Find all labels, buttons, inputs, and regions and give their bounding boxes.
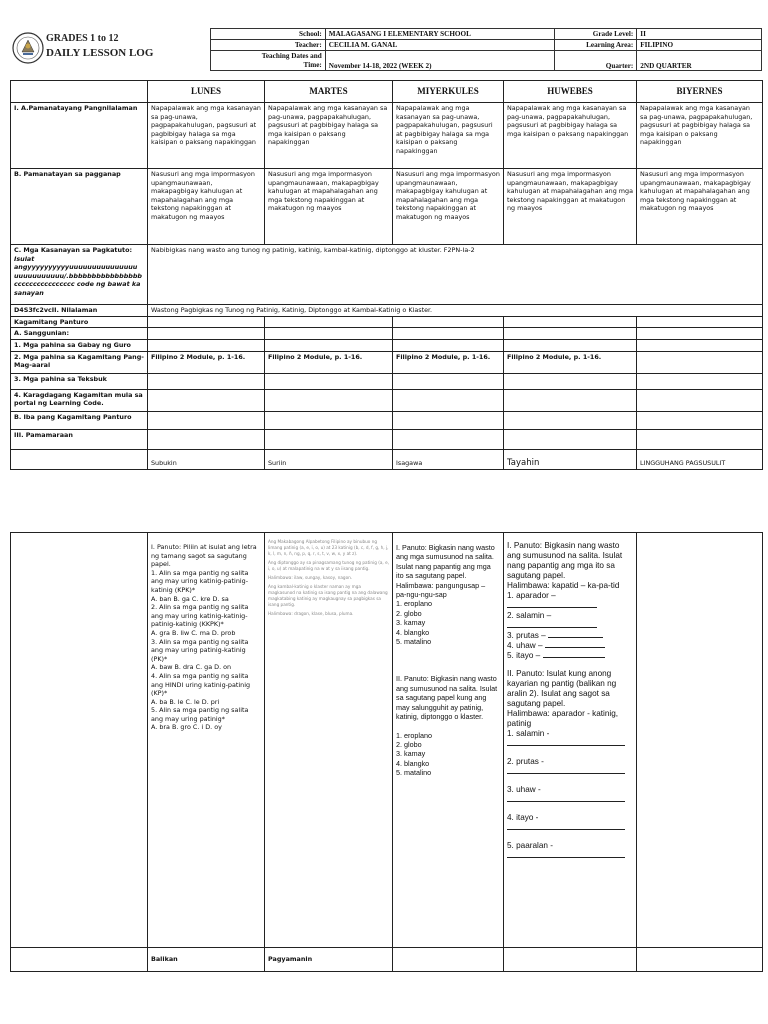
subukin-line: 5. Alin sa mga pantig ng salita ang may uring patinig* — [151, 706, 249, 723]
cell-lunes — [148, 316, 265, 328]
row-sanggunian — [11, 328, 763, 340]
answer-line — [507, 621, 597, 628]
tayahin-item: 4. itayo - — [507, 813, 539, 822]
day-lunes: LUNES — [148, 81, 265, 103]
cell-miyerkules — [393, 373, 504, 389]
dates-value: November 14-18, 2022 (WEEK 2) — [325, 51, 555, 71]
tayahin-text: 3. prutas – — [507, 631, 546, 640]
subukin-line: A. baw B. dra C. ga D. on — [151, 663, 232, 672]
cell-biyernes: Napapalawak ang mga kasanayan sa pag-unawa, pagpapakahulugan, pagsusuri at pagbibigay halaga sa mga kaisipan o paksang napakinggan — [637, 103, 763, 169]
tayahin-item — [507, 641, 633, 651]
cell-lunes — [148, 429, 265, 449]
step-suriin: Suriin — [265, 449, 393, 469]
dll-title — [46, 32, 153, 60]
cell-biyernes — [637, 316, 763, 328]
lesson-log-table — [10, 80, 763, 470]
school-label: School: — [211, 29, 326, 40]
tayahin-blank — [507, 795, 633, 805]
kasanayan-sub1: Isulat — [14, 254, 35, 263]
suriin-para: Ang Makabagong Alpabetong Filipino ay binubuo ng limang patinig (a, e, i, o, u) at 23 katinig (b, c, d, f, g, h, j, k, l, m, n, ñ, ng, p, q, r, s, t, v, w, x, y at z). — [268, 539, 389, 556]
cell-miyerkules — [393, 316, 504, 328]
isagawa-line: 4. blangko — [396, 758, 430, 768]
cell-huwebes — [504, 429, 637, 449]
subukin-line: 3. Alin sa mga pantig ng salita ang may uring patinig-katinig (PK)* — [151, 637, 249, 663]
step-subukin: Subukin — [148, 449, 265, 469]
tayahin-text: 5. itayo – — [507, 651, 541, 660]
row-kagamitang-pang-mag-aaral — [11, 351, 763, 373]
cell-miyerkules — [393, 411, 504, 429]
subukin-line: I. Panuto: Piliin at isulat ang letra ng tamang sagot sa sagutang papel. — [151, 543, 257, 569]
tayahin-blank — [507, 621, 633, 631]
info-table — [210, 28, 762, 71]
cell-biyernes — [637, 389, 763, 411]
corner-cell — [11, 81, 148, 103]
subukin-line: A. ba B. le C. le D. pri — [151, 697, 220, 706]
day-header-row — [11, 81, 763, 103]
dates-label-1: Teaching Dates and — [261, 51, 322, 60]
cell-isagawa — [393, 533, 504, 948]
kasanayan-title: C. Mga Kasanayan sa Pagkatuto: — [14, 246, 133, 254]
suriin-para: Halimbawa: ilaw, sungay, kasoy, nagon. — [268, 575, 353, 580]
isagawa-line: I. Panuto: Bigkasin nang wasto ang mga sumusunod na salita. Isulat nang papantig ang mga ito sa sagutang papel. — [396, 543, 495, 581]
step-lingguhang-pagsusulit: LINGGUHANG PAGSUSULIT — [637, 449, 763, 469]
cell-biyernes — [637, 429, 763, 449]
tayahin-item: 3. uhaw - — [507, 785, 541, 794]
cell-martes — [265, 373, 393, 389]
area-label: Learning Area: — [555, 40, 637, 51]
answer-line — [507, 851, 625, 858]
pamamaraan-content-row — [11, 533, 763, 948]
tayahin-line: I. Panuto: Bigkasin nang wasto ang sumusunod na salita. Isulat nang papantig ang mga ito sa sagutang papel. — [507, 541, 623, 580]
answer-line — [507, 739, 625, 746]
cell-martes: Napapalawak ang mga kasanayan sa pag-unawa, pagpapakahulugan, pagsusuri at pagbibigay halaga sa mga kaisipan o paksang napakinggan — [265, 103, 393, 169]
row-karagdagang-kagamitan — [11, 389, 763, 411]
tayahin-text: 4. uhaw – — [507, 641, 543, 650]
quarter-label: Quarter: — [555, 51, 637, 71]
cell-miyerkules: Nasusuri ang mga impormasyon upangmaunawaan, makapagbigay kahulugan at mapahalagahan ang mga tekstong napakinggan at makatugon ng maayos — [393, 169, 504, 245]
cell-huwebes — [504, 411, 637, 429]
cell-empty — [393, 948, 504, 972]
row-label: 1. Mga pahina sa Gabay ng Guro — [11, 339, 148, 351]
tayahin-blank — [507, 767, 633, 777]
cell-lunes — [148, 411, 265, 429]
isagawa-line: 5. matalino — [396, 637, 432, 647]
cell-biyernes — [637, 373, 763, 389]
isagawa-line: 5. matalino — [396, 768, 432, 778]
isagawa-line: 2. globo — [396, 608, 422, 618]
teacher-label: Teacher: — [211, 40, 326, 51]
isagawa-line: 2. globo — [396, 739, 422, 749]
cell-biyernes — [637, 351, 763, 373]
answer-line — [507, 767, 625, 774]
cell-martes — [265, 328, 393, 340]
cell-lunes — [148, 339, 265, 351]
grade-label: Grade Level: — [555, 29, 637, 40]
cell-martes — [265, 316, 393, 328]
subukin-line: A. gra B. liw C. ma D. prob — [151, 628, 236, 637]
row-label: D4S3fc2vcII. Nilalaman — [11, 305, 148, 317]
cell-lunes — [148, 373, 265, 389]
step-isagawa: Isagawa — [393, 449, 504, 469]
kasanayan-text: Nabibigkas nang wasto ang tunog ng patinig, katinig, kambal-katinig, diptonggo at kluster. F2PN-Ia-2 — [148, 245, 763, 305]
row-label: Kagamitang Panturo — [11, 316, 148, 328]
row-gabay-ng-guro — [11, 339, 763, 351]
cell-martes — [265, 411, 393, 429]
cell-miyerkules: Napapalawak ang mga kasanayan sa pag-unawa, pagpapakahulugan, pagsusuri at pagbibigay halaga sa mga kaisipan o paksang napakinggan — [393, 103, 504, 169]
cell-huwebes: Napapalawak ang mga kasanayan sa pag-unawa, pagpapakahulugan, pagsusuri at pagbibigay halaga sa mga kaisipan o paksang napakinggan — [504, 103, 637, 169]
title-line-2: DAILY LESSON LOG — [46, 47, 154, 59]
cell-huwebes: Nasusuri ang mga impormasyon upangmaunawaan, makapagbigay kahulugan at mapahalagahan ang mga tekstong napakinggan at makatugon ng maayos — [504, 169, 637, 245]
row-label: B. Iba pang Kagamitang Panturo — [11, 411, 148, 429]
dates-label-2: Time: — [303, 60, 322, 69]
title-line-1: GRADES 1 to 12 — [46, 33, 119, 44]
row-kasanayan — [11, 245, 763, 305]
cell-tayahin — [504, 533, 637, 948]
cell-huwebes — [504, 339, 637, 351]
step-tayahin: Tayahin — [504, 449, 637, 469]
answer-line — [543, 651, 605, 658]
quarter-value: 2ND QUARTER — [637, 51, 762, 71]
isagawa-part-1 — [396, 543, 500, 646]
step-balikan: Balikan — [148, 948, 265, 972]
answer-line — [507, 795, 625, 802]
cell-miyerkules — [393, 328, 504, 340]
cell-huwebes — [504, 373, 637, 389]
cell-martes — [265, 429, 393, 449]
step-pagyamanin: Pagyamanin — [265, 948, 393, 972]
row-kagamitang-panturo — [11, 316, 763, 328]
tayahin-item — [507, 591, 633, 601]
row-steps — [11, 449, 763, 469]
suriin-para: Ang diptonggo ay sa pinagsamang tunog ng patinig (a, e, i, o, u) at malapatinig na w at y sa iisang pantig. — [268, 560, 389, 571]
cell-biyernes — [637, 339, 763, 351]
cell-lunes: Nasusuri ang mga impormasyon upangmaunawaan, makapagbigay kahulugan at mapahalagahan ang mga tekstong napakinggan at makatugon ng maayos — [148, 169, 265, 245]
cell-huwebes — [504, 316, 637, 328]
row-label: I. A.Pamanatayang Pangnilalaman — [11, 103, 148, 169]
dll-header — [10, 28, 762, 72]
tayahin-text: 1. aparador – — [507, 591, 556, 600]
row-label: 3. Mga pahina sa Teksbuk — [11, 373, 148, 389]
cell-martes — [265, 389, 393, 411]
isagawa-line: 4. blangko — [396, 627, 430, 637]
tayahin-item — [507, 631, 633, 641]
cell-martes: Nasusuri ang mga impormasyon upangmaunawaan, makapagbigay kahulugan at mapahalagahan ang mga tekstong napakinggan at makatugon ng maayos — [265, 169, 393, 245]
day-huwebes: HUWEBES — [504, 81, 637, 103]
cell-miyerkules — [393, 389, 504, 411]
tayahin-blank — [507, 851, 633, 861]
tayahin-blank — [507, 601, 633, 611]
tayahin-line: Halimbawa: aparador - katinig, patinig — [507, 709, 619, 728]
suriin-para: Ang kambal-katinig o klaster naman ay mga magkasunod na katinig sa isang pantig na ang dalawang magkatabing katinig ay magkaugnay sa pagbigkas sa isang pantig. — [268, 584, 388, 607]
cell-empty — [637, 948, 763, 972]
subukin-line: 4. Alin sa mga pantig ng salita ang HINDI uring katinig-patinig (KP)* — [151, 671, 251, 698]
subukin-line: A. ban B. ga C. kre D. sa — [151, 594, 229, 603]
answer-line — [507, 601, 597, 608]
isagawa-line: 1. eroplano — [396, 599, 432, 609]
cell-miyerkules: Filipino 2 Module, p. 1-16. — [393, 351, 504, 373]
answer-line — [548, 631, 603, 638]
isagawa-line: 3. kamay — [396, 749, 426, 759]
suriin-para: Halimbawa: dragon, klase, blusa, pluma. — [268, 611, 354, 616]
row-label: III. Pamamaraan — [11, 429, 148, 449]
cell-huwebes — [504, 389, 637, 411]
cell-biyernes-content — [637, 533, 763, 948]
tayahin-text: 2. salamin – — [507, 611, 552, 620]
cell-empty — [11, 948, 148, 972]
answer-line — [545, 641, 605, 648]
pamamaraan-table — [10, 532, 763, 972]
tayahin-part-2 — [507, 669, 633, 861]
answer-line — [507, 823, 625, 830]
row-label — [11, 245, 148, 305]
pamamaraan-footer-row — [11, 948, 763, 972]
cell-lunes: Napapalawak ang mga kasanayan sa pag-unawa, pagpapakahulugan, pagsusuri at pagbibigay halaga sa mga kaisipan o paksang napakinggan — [148, 103, 265, 169]
teacher-value: CECILIA M. GANAL — [325, 40, 555, 51]
day-martes: MARTES — [265, 81, 393, 103]
isagawa-line: 1. eroplano — [396, 730, 432, 740]
row-teksbuk — [11, 373, 763, 389]
cell-lunes — [148, 328, 265, 340]
tayahin-part-1 — [507, 541, 633, 661]
row-nilalaman — [11, 305, 763, 317]
area-value: FILIPINO — [637, 40, 762, 51]
cell-biyernes — [637, 411, 763, 429]
tayahin-item: 5. paaralan - — [507, 841, 553, 850]
cell-suriin — [265, 533, 393, 948]
cell-subukin — [148, 533, 265, 948]
tayahin-item: 1. salamin - — [507, 729, 550, 738]
row-pamamaraan — [11, 429, 763, 449]
cell-huwebes — [504, 328, 637, 340]
row-iba-pang-kagamitan — [11, 411, 763, 429]
tayahin-blank — [507, 739, 633, 749]
subukin-line: A. bra B. gro C. i D. oy — [151, 723, 222, 732]
cell-biyernes — [637, 328, 763, 340]
deped-seal-icon — [12, 30, 44, 66]
tayahin-item — [507, 611, 633, 621]
tayahin-item — [507, 651, 633, 661]
subukin-line: 1. Alin sa mga pantig ng salita ang may uring katinig-patinig-katinig (KPK)* — [151, 568, 249, 594]
row-pamantayang-pangnilalaman — [11, 103, 763, 169]
kasanayan-sub2: angyyyyyyyyyyuuuuuuuuuuuuuuu uuuuuuuuuuu/.bbbbbbbbbbbbbbbb cccccccccccccccc code ng bawat kasanayan — [14, 263, 142, 297]
cell-martes: Filipino 2 Module, p. 1-16. — [265, 351, 393, 373]
tayahin-item: 2. prutas - — [507, 757, 544, 766]
cell-biyernes: Nasusuri ang mga impormasyon upangmaunawaan, makapagbigay kahulugan at mapahalagahan ang mga tekstong napakinggan at makatugon ng maayos — [637, 169, 763, 245]
dates-label — [211, 51, 326, 71]
cell-empty — [11, 449, 148, 469]
subukin-line: 2. Alin sa mga pantig ng salita ang may uring katinig-katinig-patinig-katinig (KKPK)* — [151, 603, 249, 629]
tayahin-blank — [507, 823, 633, 833]
school-value: MALAGASANG I ELEMENTARY SCHOOL — [325, 29, 555, 40]
isagawa-line: pa-ngu-ngu-sap — [396, 590, 447, 600]
row-pamantayan-sa-pagganap — [11, 169, 763, 245]
row-label: A. Sanggunian: — [11, 328, 148, 340]
isagawa-line: II. Panuto: Bigkasin nang wasto ang sumusunod na salita. Isulat sa sagutang papel kung ang may salungguhit ay patinig, katinig, diptonggo o klaster. — [396, 674, 498, 722]
day-miyerkules: MIYERKULES — [393, 81, 504, 103]
cell-lunes: Filipino 2 Module, p. 1-16. — [148, 351, 265, 373]
grade-value: II — [637, 29, 762, 40]
tayahin-line: Halimbawa: kapatid – ka-pa-tid — [507, 581, 620, 590]
row-label: B. Pamanatayan sa pagganap — [11, 169, 148, 245]
isagawa-part-2 — [396, 674, 500, 777]
cell-martes — [265, 339, 393, 351]
nilalaman-text: Wastong Pagbigkas ng Tunog ng Patinig, Katinig, Diptonggo at Kambal-Katinig o Klaster. — [148, 305, 763, 317]
day-biyernes: BIYERNES — [637, 81, 763, 103]
isagawa-line: 3. kamay — [396, 618, 426, 628]
cell-empty — [504, 948, 637, 972]
cell-lunes — [148, 389, 265, 411]
cell-huwebes: Filipino 2 Module, p. 1-16. — [504, 351, 637, 373]
row-label: 2. Mga pahina sa Kagamitang Pang-Mag-aaral — [11, 351, 148, 373]
cell-miyerkules — [393, 339, 504, 351]
isagawa-line: Halimbawa: pangungusap – — [396, 580, 486, 590]
tayahin-line: II. Panuto: Isulat kung anong kayarian ng pantig (balikan ng aralin 2). Isulat ang sagot sa sagutang papel. — [507, 669, 617, 708]
row-label: 4. Karagdagang Kagamitan mula sa portal ng Learning Code. — [11, 389, 148, 411]
cell-miyerkules — [393, 429, 504, 449]
cell-label-empty — [11, 533, 148, 948]
